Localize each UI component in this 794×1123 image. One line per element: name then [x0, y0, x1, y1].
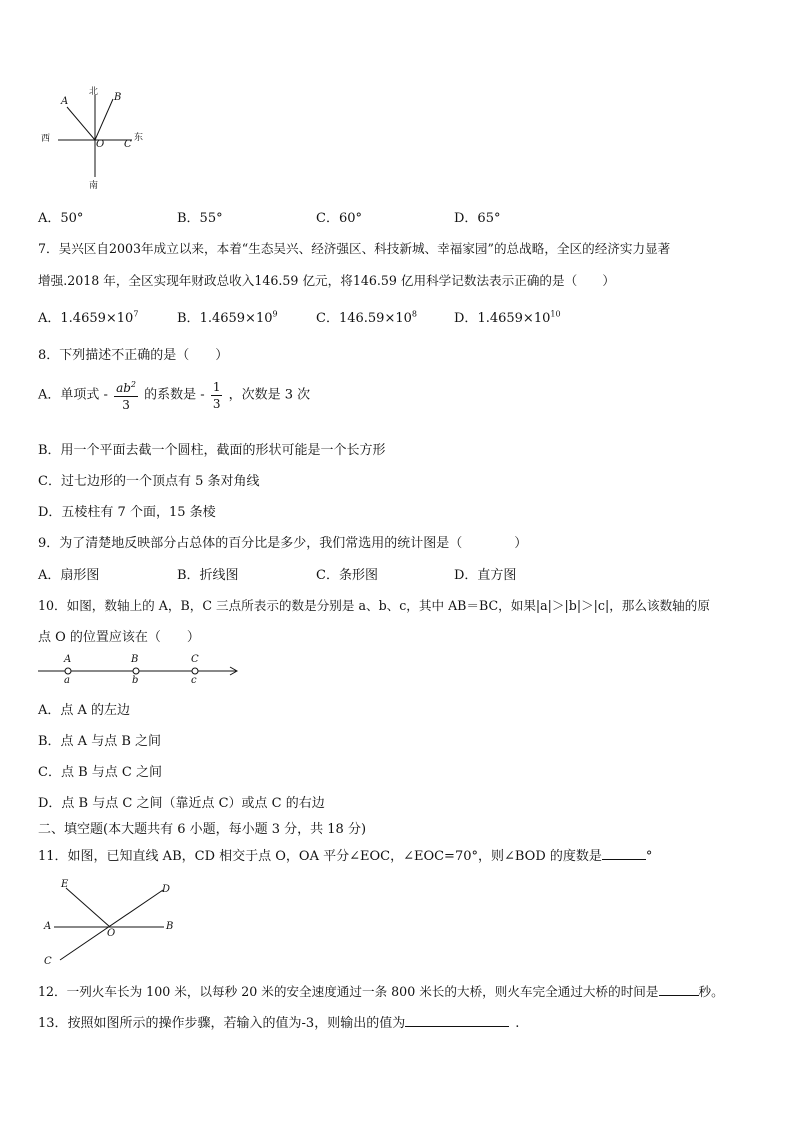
axis-value-b-label: b: [132, 675, 139, 686]
compass-point-o: O: [96, 139, 105, 150]
q13-answer-blank[interactable]: [405, 1026, 509, 1027]
q7-option-d: D．$1.4659\times 10^{10}$: [454, 309, 561, 326]
q12-stem: 12．一列火车长为 100 米，以每秒 20 米的安全速度通过一条 800 米长的大桥，则火车完全通过大桥的时间是 秒。: [38, 984, 724, 999]
q10-option-a: A．点 A 的左边: [38, 703, 131, 718]
q11-point-d: D: [162, 884, 171, 895]
q9-option-c: C．条形图: [316, 568, 378, 583]
q6-option-b: B．55°: [177, 211, 223, 226]
q10-stem-line2: 点 O 的位置应该在（ ）: [38, 630, 200, 645]
q10-stem-line1: 10．如图，数轴上的 A，B，C 三点所表示的数是分别是 a、b、c，其中 AB＝BC，如果|a|＞|b|＞|c|，那么该数轴的原: [38, 598, 710, 613]
q7-option-a: A．$1.4659\times 10^7$: [38, 309, 139, 326]
compass-north-label: 北: [89, 87, 99, 97]
q8-a-fraction-2: $\frac{1}{3}$: [212, 379, 221, 411]
q8-option-d: D．五棱柱有 7 个面，15 条棱: [38, 505, 216, 520]
q11-answer-blank[interactable]: [602, 859, 646, 860]
q11-point-a: A: [44, 921, 52, 932]
q11-stem: 11．如图，已知直线 AB，CD 相交于点 O，OA 平分∠EOC，∠EOC=70°，则∠BOD 的度数是 °: [38, 849, 653, 864]
q8-stem: 8．下列描述不正确的是（ ）: [38, 348, 229, 363]
q7-stem-line2: 增强.2018 年，全区实现年财政总收入146.59 亿元，将146.59 亿用科学记数法表示正确的是（ ）: [38, 273, 615, 288]
q10-option-c: C．点 B 与点 C 之间: [38, 765, 162, 780]
q6-option-a: A．50°: [38, 211, 84, 226]
compass-west-label: 西: [41, 134, 51, 144]
axis-value-c-label: c: [191, 675, 197, 686]
q10-option-d: D．点 B 与点 C 之间（靠近点 C）或点 C 的右边: [38, 796, 325, 811]
compass-point-a: A: [61, 96, 69, 107]
q11-figure: [40, 878, 180, 968]
q12-answer-blank[interactable]: [659, 995, 699, 996]
q7-option-c: C．$146.59\times 10^8$: [316, 309, 417, 326]
q8-option-b: B．用一个平面去截一个圆柱，截面的形状可能是一个长方形: [38, 443, 386, 458]
compass-point-b: B: [114, 92, 122, 103]
q13-stem: 13．按照如图所示的操作步骤，若输入的值为-3，则输出的值为 .: [38, 1016, 520, 1031]
compass-east-label: 东: [134, 133, 144, 143]
q8-option-c: C．过七边形的一个顶点有 5 条对角线: [38, 474, 260, 489]
q9-option-a: A．扇形图: [38, 568, 100, 583]
q8-a-fraction-1: $\frac{ab^2}{3}$: [114, 377, 138, 413]
q7-option-b: B．$1.4659\times 10^9$: [177, 309, 278, 326]
q9-option-d: D．直方图: [454, 568, 517, 583]
q8-a-mid: 的系数是 -: [144, 387, 205, 403]
axis-point-b-label: B: [131, 654, 139, 665]
axis-point-c-label: C: [191, 654, 199, 665]
axis-point-a-label: A: [64, 654, 72, 665]
q6-option-d: D．65°: [454, 211, 501, 226]
compass-point-c: C: [124, 139, 132, 150]
q10-option-b: B．点 A 与点 B 之间: [38, 734, 162, 749]
q11-point-c: C: [44, 956, 52, 967]
compass-south-label: 南: [89, 181, 99, 191]
q11-point-b: B: [166, 921, 174, 932]
q7-stem-line1: 7．吴兴区自2003年成立以来，本着“生态吴兴、经济强区、科技新城、幸福家园”的总战略，全区的经济实力显著: [38, 241, 671, 256]
q8-option-a: [38, 377, 310, 413]
q11-point-o: O: [107, 928, 116, 939]
section-heading-fill-in: 二、填空题(本大题共有 6 小题，每小题 3 分，共 18 分): [38, 822, 367, 837]
q9-option-b: B．折线图: [177, 568, 239, 583]
q8-a-prefix: A．单项式 -: [38, 387, 108, 403]
q8-a-suffix: ，次数是 3 次: [228, 387, 311, 403]
axis-value-a-label: a: [64, 675, 70, 686]
q11-point-e: E: [61, 879, 69, 890]
q9-stem: 9．为了清楚地反映部分占总体的百分比是多少，我们常选用的统计图是（ ）: [38, 536, 528, 551]
q6-option-c: C．60°: [316, 211, 362, 226]
